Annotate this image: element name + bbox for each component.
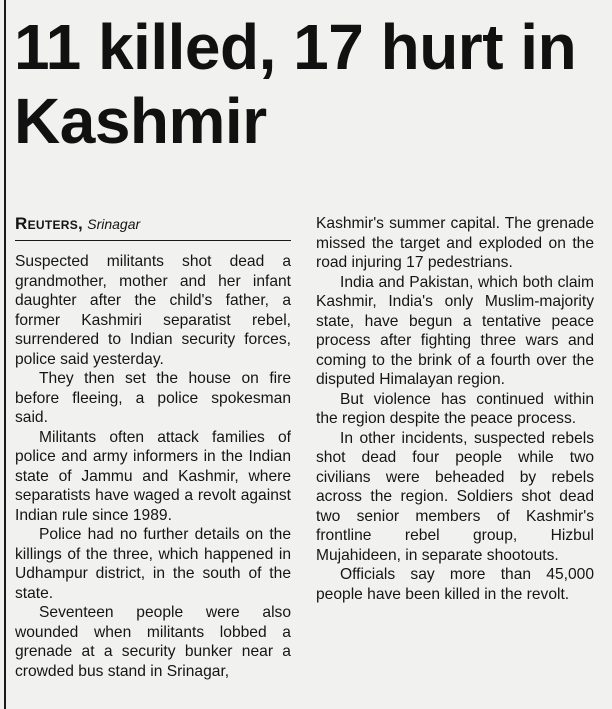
article-column-left: [15, 252, 291, 681]
paragraph: Police had no further details on the killings of the three, which happened in Udhampur district, in the south of the state.: [15, 526, 291, 602]
paragraph: In other incidents, suspected rebels shot dead four people while two civilians were beheaded by rebels across the region. Soldiers shot dead two senior members of Kashmir's frontline rebel group, Hizbul Mujahideen, in separate shootouts.: [316, 429, 594, 564]
paragraph: India and Pakistan, which both claim Kashmir, India's only Muslim-majority state, have begun a tentative peace process after fighting three wars and coming to the brink of a fourth over the disputed Himalayan region.: [316, 273, 594, 388]
byline-place: Srinagar: [87, 216, 141, 232]
headline: 11 killed, 17 hurt in Kashmir: [14, 11, 577, 157]
paragraph: Kashmir's summer capital. The grenade missed the target and exploded on the road injuring 17 pedestrians.: [316, 215, 594, 271]
article-column-right: [316, 214, 594, 604]
byline-rule: [15, 240, 291, 241]
paragraph: Officials say more than 45,000 people have been killed in the revolt.: [316, 566, 594, 603]
paragraph: Militants often attack families of police and army informers in the Indian state of Jammu and Kashmir, where separatists have waged a revolt against Indian rule since 1989.: [15, 428, 291, 524]
paragraph: Seventeen people were also wounded when militants lobbed a grenade at a security bunker near a crowded bus stand in Srinagar,: [15, 604, 291, 680]
byline: [15, 214, 291, 235]
paragraph: Suspected militants shot dead a grandmother, mother and her infant daughter after the child's father, a former Kashmiri separatist rebel, surrendered to Indian security forces, police said yesterday.: [15, 253, 291, 368]
byline-agency: Reuters,: [15, 214, 84, 233]
column-gutter: [303, 214, 304, 684]
column-rule: [4, 0, 6, 709]
paragraph: They then set the house on fire before fleeing, a police spokesman said.: [15, 370, 291, 426]
paragraph: But violence has continued within the region despite the peace process.: [316, 390, 594, 427]
